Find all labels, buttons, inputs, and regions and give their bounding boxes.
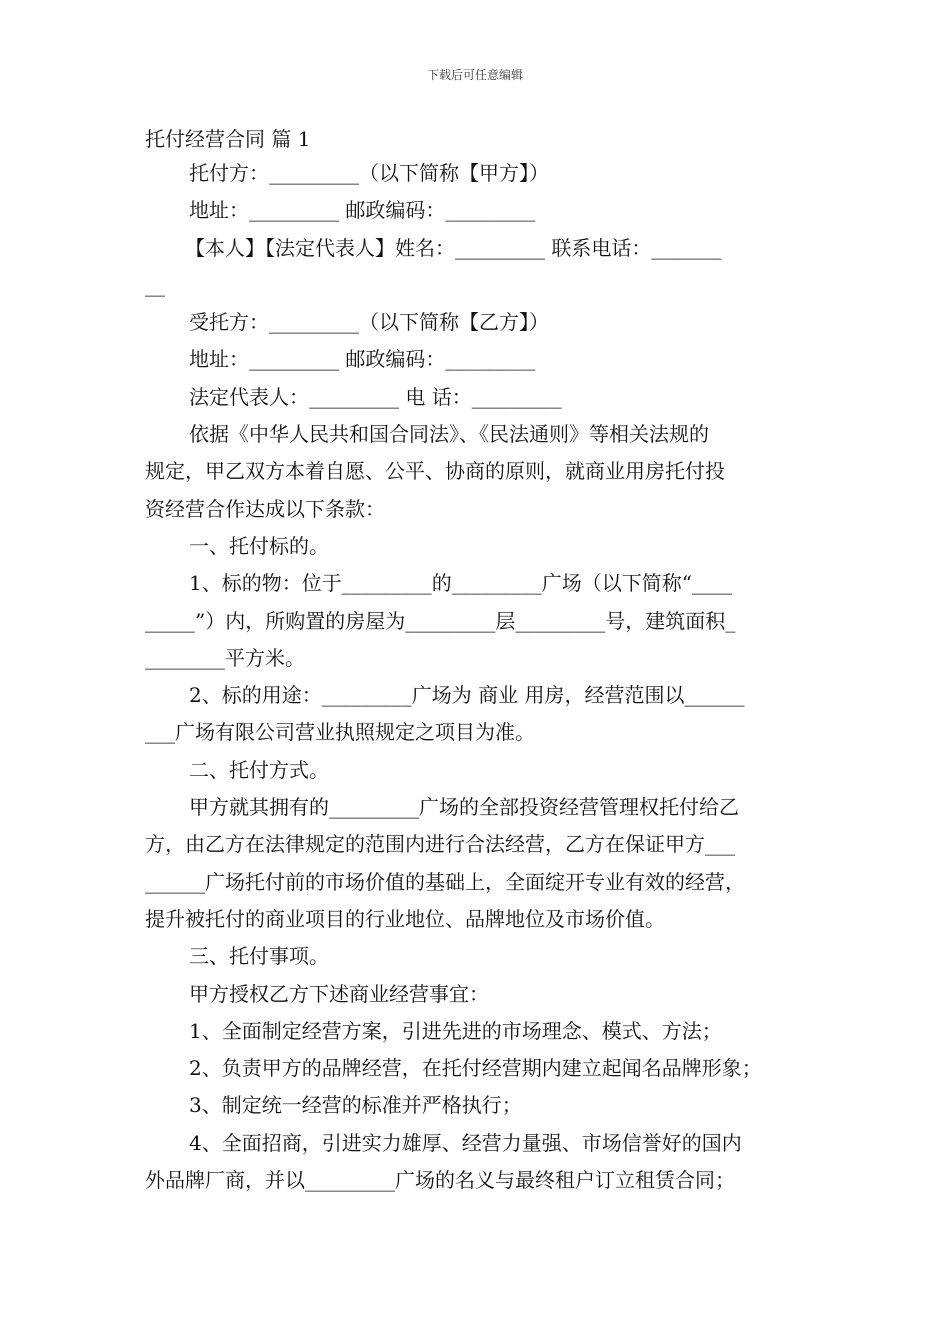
contract-line: __ — [145, 272, 165, 297]
contract-line: 3、制定统一经营的标准并严格执行； — [189, 1093, 522, 1118]
contract-line: 地址：_________ 邮政编码：_________ — [189, 198, 536, 223]
contract-line: 【本人】【法定代表人】姓名：_________ 联系电话：_______ — [185, 235, 722, 260]
contract-line: 三、托付事项。 — [189, 944, 329, 969]
contract-line: 甲方就其拥有的_________广场的全部投资经营管理权托付给乙 — [189, 795, 739, 820]
contract-line: 2、标的用途：_________广场为 商业 用房，经营范围以______ — [189, 683, 745, 708]
contract-line: 方，由乙方在法律规定的范围内进行合法经营，乙方在保证甲方___ — [145, 832, 735, 857]
contract-line: 托付方：_________（以下简称【甲方】） — [189, 161, 549, 185]
contract-line: 提升被托付的商业项目的行业地位、品牌地位及市场价值。 — [145, 906, 665, 931]
contract-line: 资经营合作达成以下条款： — [145, 496, 385, 521]
contract-document — [145, 123, 809, 1199]
contract-line: 4、全面招商，引进实力雄厚、经营力量强、市场信誉好的国内 — [189, 1130, 742, 1155]
contract-line: 规定，甲乙双方本着自愿、公平、协商的原则，就商业用房托付投 — [145, 459, 725, 484]
contract-line: 1、全面制定经营方案，引进先进的市场理念、模式、方法； — [189, 1018, 722, 1043]
contract-line: ________平方米。 — [145, 645, 305, 670]
page-header: 下载后可任意编辑 — [426, 68, 523, 82]
contract-line: 甲方授权乙方下述商业经营事宜： — [189, 981, 489, 1006]
contract-line: _____”）内，所购置的房屋为_________层_________号，建筑面积_ — [145, 608, 736, 633]
contract-body — [145, 155, 809, 1199]
contract-line: 1、标的物：位于_________的_________广场（以下简称“____ — [189, 571, 732, 596]
contract-title: 托付经营合同 篇 1 — [145, 127, 311, 151]
contract-line: ___广场有限公司营业执照规定之项目为准。 — [145, 720, 535, 745]
contract-line: 地址：_________ 邮政编码：_________ — [189, 347, 536, 372]
contract-line: 依据《中华人民共和国合同法》、《民法通则》等相关法规的 — [189, 422, 709, 447]
contract-line: ______广场托付前的市场价值的基础上，全面绽开专业有效的经营， — [145, 869, 745, 894]
contract-line: 一、托付标的。 — [189, 533, 329, 558]
contract-line: 外品牌厂商，并以_________广场的名义与最终租户订立租赁合同； — [145, 1168, 735, 1193]
contract-line: 2、负责甲方的品牌经营，在托付经营期内建立起闻名品牌形象； — [189, 1056, 762, 1081]
contract-line: 法定代表人：_________ 电 话：_________ — [189, 384, 562, 409]
contract-line: 受托方：_________（以下简称【乙方】） — [189, 310, 549, 335]
contract-line: 二、托付方式。 — [189, 757, 329, 782]
